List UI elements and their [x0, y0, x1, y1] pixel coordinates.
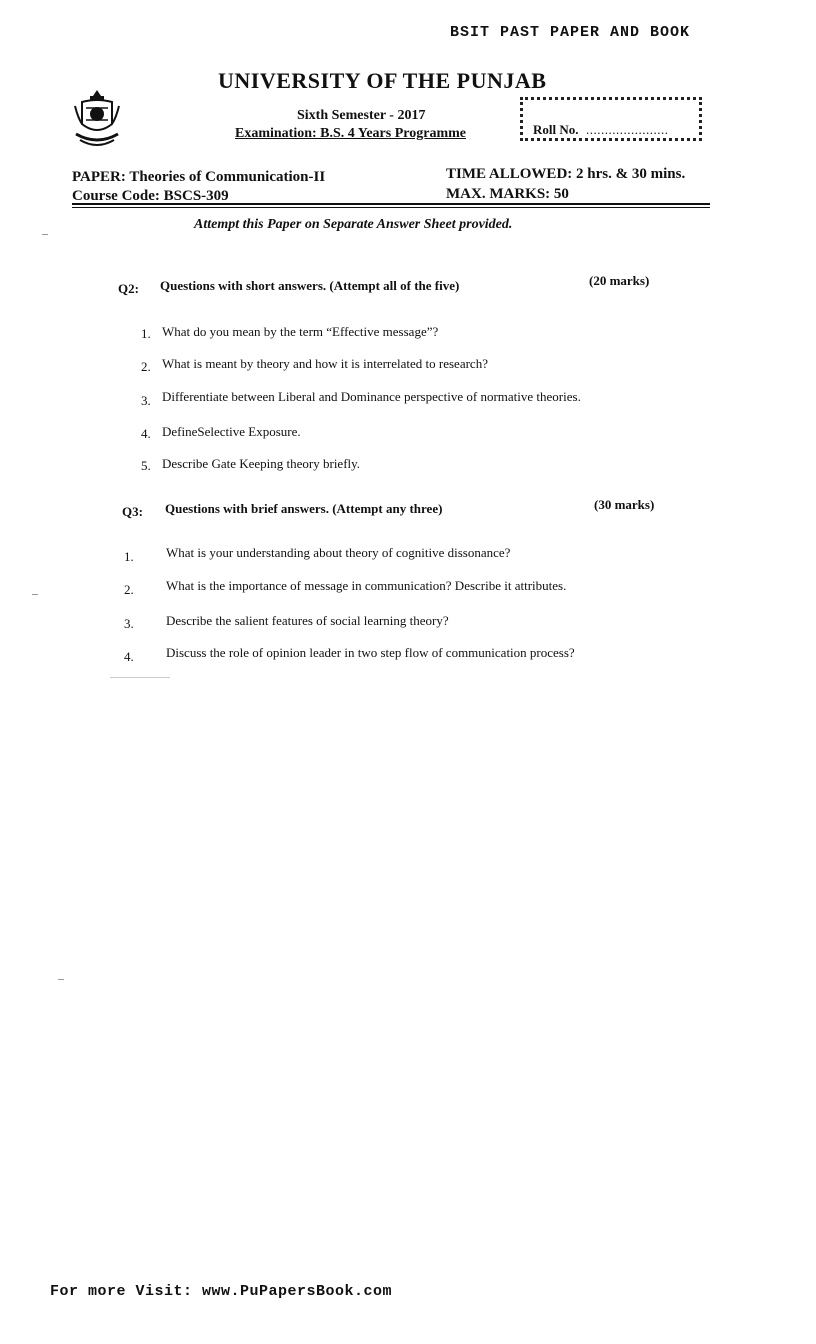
- q2-item: What do you mean by the term “Effective message”?: [162, 324, 439, 339]
- roll-number-blank: ......................: [586, 122, 669, 137]
- q2-item: Describe Gate Keeping theory briefly.: [162, 456, 361, 471]
- q3-item-number: 3.: [124, 616, 134, 631]
- semester-label: Sixth Semester - 2017: [297, 108, 426, 123]
- header-divider: [72, 203, 710, 205]
- footer-link: For more Visit: www.PuPapersBook.com: [50, 1283, 393, 1300]
- scan-speck: [110, 677, 170, 678]
- scan-speck: [32, 594, 38, 595]
- roll-number-label: Roll No.: [533, 122, 579, 137]
- q3-item-number: 2.: [124, 582, 134, 597]
- q2-item-number: 3.: [141, 393, 151, 408]
- q3-item-number: 1.: [124, 549, 134, 564]
- course-code: Course Code: BSCS-309: [72, 188, 229, 204]
- q2-item-number: 5.: [141, 458, 151, 473]
- instruction: Attempt this Paper on Separate Answer Sheet provided.: [194, 217, 513, 232]
- q2-marks: (20 marks): [589, 273, 650, 288]
- header-divider-thin: [72, 207, 710, 208]
- q3-item-number: 4.: [124, 649, 134, 664]
- q3-marks: (30 marks): [594, 497, 655, 512]
- q2-item-number: 2.: [141, 359, 151, 374]
- examination-label: Examination: B.S. 4 Years Programme: [235, 126, 466, 141]
- q2-item-number: 4.: [141, 426, 151, 441]
- q3-item: Describe the salient features of social learning theory?: [166, 613, 449, 628]
- q3-item: What is your understanding about theory of cognitive dissonance?: [166, 545, 511, 560]
- scan-speck: [58, 979, 64, 980]
- q2-item: DefineSelective Exposure.: [162, 424, 301, 439]
- university-crest-icon: [72, 88, 122, 158]
- q2-heading: Questions with short answers. (Attempt all of the five): [160, 278, 460, 293]
- q2-item: Differentiate between Liberal and Dominance perspective of normative theories.: [162, 389, 581, 404]
- q3-item: Discuss the role of opinion leader in two step flow of communication process?: [166, 645, 575, 660]
- header-watermark: BSIT PAST PAPER AND BOOK: [450, 24, 691, 41]
- q3-item: What is the importance of message in communication? Describe it attributes.: [166, 578, 567, 593]
- q2-number: Q2:: [118, 281, 139, 296]
- max-marks: MAX. MARKS: 50: [446, 186, 569, 202]
- q3-heading: Questions with brief answers. (Attempt any three): [165, 501, 443, 516]
- q2-item: What is meant by theory and how it is interrelated to research?: [162, 356, 488, 371]
- q2-item-number: 1.: [141, 326, 151, 341]
- time-allowed: TIME ALLOWED: 2 hrs. & 30 mins.: [446, 166, 686, 182]
- scan-speck: [42, 234, 48, 235]
- q3-number: Q3:: [122, 504, 143, 519]
- university-title: UNIVERSITY OF THE PUNJAB: [218, 68, 547, 93]
- paper-title: PAPER: Theories of Communication-II: [72, 169, 326, 185]
